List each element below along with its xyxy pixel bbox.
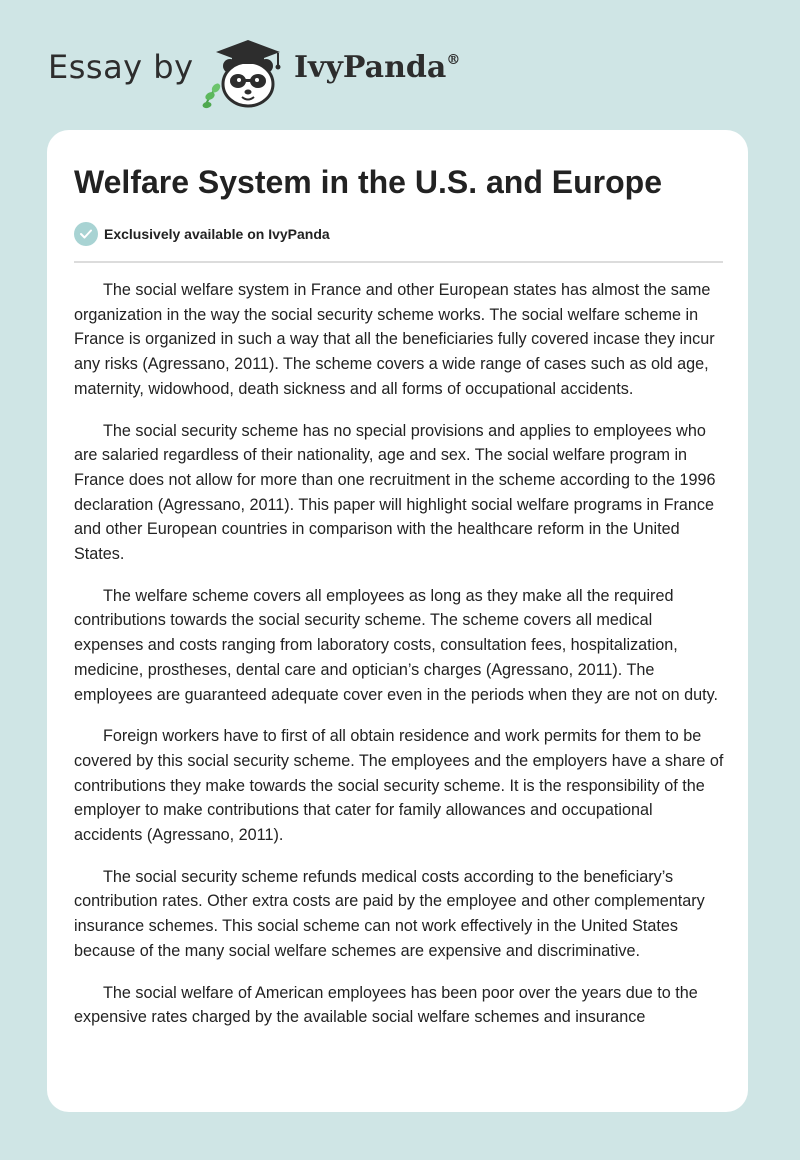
registered-mark: ® (446, 52, 461, 68)
paragraph: The social welfare of American employees has been poor over the years due to the expensive rates charged by the available social welfare schemes and insurance (74, 983, 698, 1027)
paragraph: The social security scheme refunds medical costs according to the beneficiary’s contribution rates. Other extra costs are paid by the employee and other complementary insurance schemes. This social scheme can not work effectively in the United States because of the many social welfare schemes are expensive and discriminative. (74, 867, 705, 960)
essay-by-label: Essay by (48, 48, 194, 86)
exclusive-badge (74, 222, 330, 246)
page-title: Welfare System in the U.S. and Europe (74, 164, 662, 200)
paragraph: The social welfare system in France and other European states has almost the same organization in the way the social security scheme works. The social welfare scheme in France is organized in such a way that all the beneficiaries fully covered incase they incur any risks (Agressano, 2011). The scheme covers a wide range of cases such as old age, maternity, widowhood, death sickness and all forms of occupational accidents. (74, 281, 715, 398)
panda-graduate-icon[interactable] (200, 34, 292, 112)
paragraph: The welfare scheme covers all employees as long as they make all the required contributions towards the social security scheme. The scheme covers all medical expenses and costs ranging from laboratory costs, consultation fees, hospitalization, medicine, prostheses, dental care and optician’s charges (Agressano, 2011). The employees are guaranteed adequate cover even in the periods when they are not on duty. (74, 586, 719, 704)
divider (74, 261, 723, 263)
paragraph: Foreign workers have to first of all obtain residence and work permits for them to be covered by this social security scheme. The employees and the employers have a share of contributions they make towards the social security scheme. It is the responsibility of the employer to make contributions that cater for family allowances and occupational accidents (Agressano, 2011). (74, 727, 724, 845)
exclusive-badge-label: Exclusively available on IvyPanda (104, 226, 330, 242)
essay-card (47, 130, 748, 1112)
brand-name[interactable] (294, 50, 460, 85)
paragraph: The social security scheme has no special provisions and applies to employees who are salaried regardless of their nationality, age and sex. The social welfare program in France does not allow for more than one recruitment in the scheme according to the 1996 declaration (Agressano, 2011). This paper will highlight social welfare programs in France and other European countries in comparison with the healthcare reform in the United States. (74, 421, 716, 564)
site-header (48, 30, 508, 110)
essay-body (74, 278, 725, 1047)
check-circle-icon (74, 222, 98, 246)
brand-name-text: IvyPanda (294, 50, 447, 85)
